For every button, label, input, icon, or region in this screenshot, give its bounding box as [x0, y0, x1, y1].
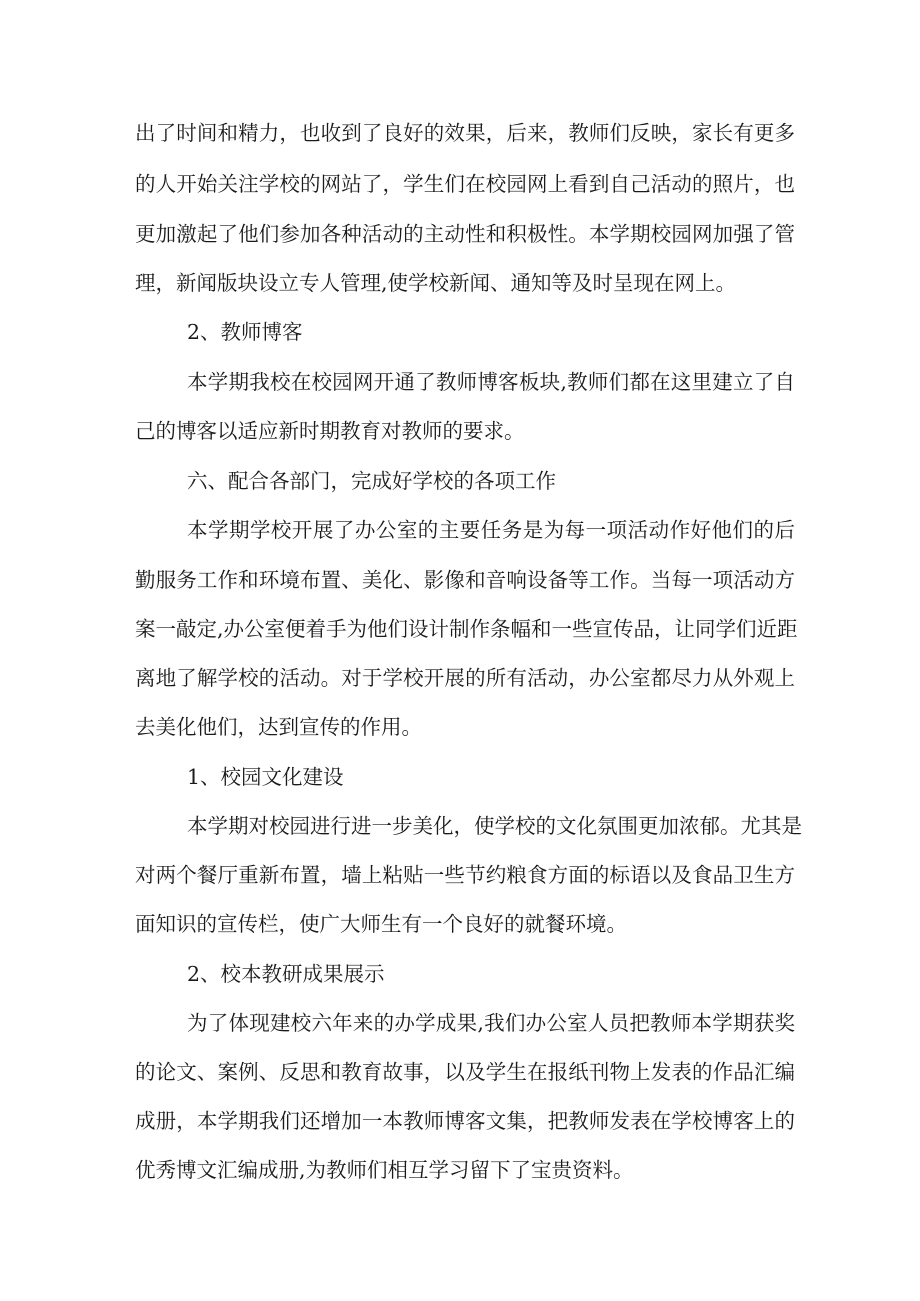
section-heading: 2、校本教研成果展示: [187, 962, 385, 986]
paragraph-line: 的人开始关注学校的网站了，学生们在校园网上看到自己活动的照片，也: [135, 172, 795, 196]
paragraph-line: 对两个餐厅重新布置，墙上粘贴一些节约粮食方面的标语以及食品卫生方: [135, 863, 795, 887]
paragraph-line: 面知识的宣传栏，使广大师生有一个良好的就餐环境。: [135, 912, 627, 936]
paragraph-line: 本学期我校在校园网开通了教师博客板块,教师们都在这里建立了自: [187, 370, 795, 394]
paragraph-line: 离地了解学校的活动。对于学校开展的所有活动，办公室都尽力从外观上: [135, 666, 795, 690]
paragraph-line: 己的博客以适应新时期教育对教师的要求。: [135, 419, 525, 443]
paragraph-line: 本学期学校开展了办公室的主要任务是为每一项活动作好他们的后: [187, 518, 795, 542]
paragraph-line: 理，新闻版块设立专人管理,使学校新闻、通知等及时呈现在网上。: [135, 271, 737, 295]
paragraph-line: 去美化他们，达到宣传的作用。: [135, 715, 422, 739]
paragraph-line: 为了体现建校六年来的办学成果,我们办公室人员把教师本学期获奖: [187, 1011, 795, 1035]
paragraph-line: 勤服务工作和环境布置、美化、影像和音响设备等工作。当每一项活动方: [135, 568, 795, 592]
paragraph-line: 更加激起了他们参加各种活动的主动性和积极性。本学期校园网加强了管: [135, 222, 795, 246]
paragraph-line: 成册，本学期我们还增加一本教师博客文集，把教师发表在学校博客上的: [135, 1109, 795, 1133]
section-heading: 1、校园文化建设: [187, 765, 344, 789]
paragraph-line: 案一敲定,办公室便着手为他们设计制作条幅和一些宣传品，让同学们近距: [135, 617, 798, 641]
section-heading: 2、教师博客: [187, 320, 303, 344]
section-heading: 六、配合各部门，完成好学校的各项工作: [187, 469, 556, 493]
paragraph-line: 本学期对校园进行进一步美化，使学校的文化氛围更加浓郁。尤其是: [187, 814, 802, 838]
paragraph-line: 的论文、案例、反思和教育故事，以及学生在报纸刊物上发表的作品汇编: [135, 1060, 795, 1084]
paragraph-line: 出了时间和精力，也收到了良好的效果，后来，教师们反映，家长有更多: [135, 121, 795, 145]
paragraph-line: 优秀博文汇编成册,为教师们相互学习留下了宝贵资料。: [135, 1158, 634, 1182]
